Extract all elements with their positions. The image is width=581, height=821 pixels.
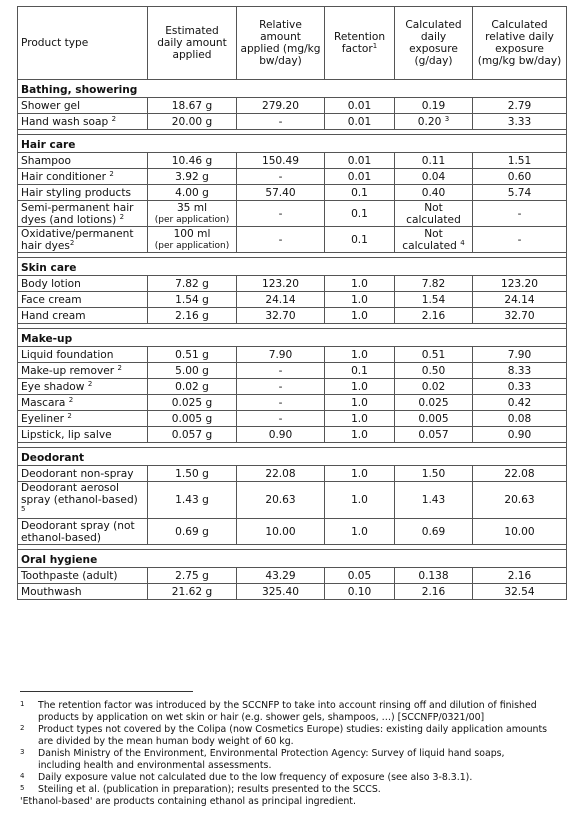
footnote-3	[20, 748, 550, 772]
product-name: Eyeliner	[21, 412, 64, 425]
cell-daily: 2.16	[395, 308, 473, 324]
cell-product: Liquid foundation	[18, 347, 148, 363]
table-row	[18, 114, 567, 130]
table-row	[18, 169, 567, 185]
cell-rel-daily: 8.33	[473, 363, 567, 379]
cell-daily: 2.16	[395, 584, 473, 600]
cell-product	[18, 114, 148, 130]
cell-daily	[395, 114, 473, 130]
cell-rel-daily: 2.16	[473, 568, 567, 584]
cell-retention: 1.0	[325, 482, 395, 519]
section-title: Bathing, showering	[18, 80, 567, 98]
cell-relative: 43.29	[237, 568, 325, 584]
footnote-number: 3	[20, 748, 25, 756]
cell-rel-daily: 7.90	[473, 347, 567, 363]
cell-product	[18, 395, 148, 411]
cell-relative: 123.20	[237, 276, 325, 292]
cell-daily: 0.51	[395, 347, 473, 363]
cell-daily: 0.02	[395, 379, 473, 395]
table-row	[18, 308, 567, 324]
cell-product: Body lotion	[18, 276, 148, 292]
footnote-ref: 4	[460, 238, 465, 247]
cell-amount	[148, 227, 237, 253]
footnote-ref: 2	[111, 114, 117, 123]
cell-product	[18, 201, 148, 227]
product-name: Eye shadow	[21, 380, 85, 393]
cell-rel-daily: 0.08	[473, 411, 567, 427]
cell-relative: -	[237, 363, 325, 379]
cell-rel-daily: 0.90	[473, 427, 567, 443]
footnote-number: 2	[20, 724, 25, 732]
daily-value: 0.20	[417, 115, 442, 128]
table-row	[18, 427, 567, 443]
cell-rel-daily: 32.70	[473, 308, 567, 324]
cell-amount: 2.16 g	[148, 308, 237, 324]
cell-amount: 3.92 g	[148, 169, 237, 185]
table-row	[18, 395, 567, 411]
cell-daily	[395, 227, 473, 253]
cell-retention: 1.0	[325, 379, 395, 395]
footnote-ref: 3	[444, 114, 450, 123]
cell-product	[18, 379, 148, 395]
cell-product: Deodorant spray (not ethanol-based)	[18, 519, 148, 545]
cell-amount: 2.75 g	[148, 568, 237, 584]
cell-retention: 1.0	[325, 466, 395, 482]
cell-retention: 0.01	[325, 98, 395, 114]
footnote-ref: 2	[117, 363, 122, 372]
footnote-ref: 2	[119, 212, 125, 221]
cell-retention: 0.1	[325, 227, 395, 253]
cell-rel-daily: 22.08	[473, 466, 567, 482]
footnote-4	[20, 772, 550, 784]
cell-retention: 0.01	[325, 153, 395, 169]
cell-rel-daily: 1.51	[473, 153, 567, 169]
footnote-ref: 2	[67, 411, 72, 420]
cell-product: Mouthwash	[18, 584, 148, 600]
cell-daily: Not calculated	[395, 201, 473, 227]
cell-daily: 0.04	[395, 169, 473, 185]
cell-amount: 1.50 g	[148, 466, 237, 482]
table-row	[18, 379, 567, 395]
cell-relative: -	[237, 395, 325, 411]
cell-rel-daily: 32.54	[473, 584, 567, 600]
cell-retention: 1.0	[325, 347, 395, 363]
cell-rel-daily: -	[473, 227, 567, 253]
section-title: Deodorant	[18, 448, 567, 466]
cell-amount: 1.54 g	[148, 292, 237, 308]
cell-daily: 0.50	[395, 363, 473, 379]
header-retention-label: Retention factor	[333, 31, 386, 55]
cell-product: Shower gel	[18, 98, 148, 114]
cell-relative: 57.40	[237, 185, 325, 201]
product-name: Hair conditioner	[21, 170, 106, 183]
cell-product: Lipstick, lip salve	[18, 427, 148, 443]
cell-product	[18, 169, 148, 185]
cell-retention: 1.0	[325, 519, 395, 545]
footnote-ref: 2	[69, 238, 75, 247]
cell-product	[18, 411, 148, 427]
table-row	[18, 153, 567, 169]
cell-product: Shampoo	[18, 153, 148, 169]
section-row	[18, 135, 567, 153]
cell-rel-daily: 20.63	[473, 482, 567, 519]
footnote-text: Product types not covered by the Colipa (now Cosmetics Europe) studies: existing daily application amounts are divided by the mean human body weight of 60 kg.	[38, 724, 548, 747]
footnote-2	[20, 724, 550, 748]
table-row	[18, 227, 567, 253]
cell-daily: 0.025	[395, 395, 473, 411]
cell-retention: 1.0	[325, 292, 395, 308]
footnote-5-continued: 'Ethanol-based' are products containing ethanol as principal ingredient.	[20, 796, 356, 807]
table-row	[18, 584, 567, 600]
table-row	[18, 292, 567, 308]
cell-rel-daily: 24.14	[473, 292, 567, 308]
footnote-ref: 2	[87, 379, 93, 388]
amount-value: 35 ml	[176, 201, 208, 214]
table-row	[18, 519, 567, 545]
section-title: Skin care	[18, 258, 567, 276]
cell-relative: 22.08	[237, 466, 325, 482]
cell-amount: 18.67 g	[148, 98, 237, 114]
cell-product: Hair styling products	[18, 185, 148, 201]
cell-amount: 5.00 g	[148, 363, 237, 379]
footnote-1	[20, 700, 550, 724]
cell-daily: 0.005	[395, 411, 473, 427]
cell-daily: 0.69	[395, 519, 473, 545]
cell-amount: 0.005 g	[148, 411, 237, 427]
cell-amount: 10.46 g	[148, 153, 237, 169]
footnote-text: Daily exposure value not calculated due to the low frequency of exposure (see also 3-8.3.1).	[38, 772, 473, 783]
cell-rel-daily: 5.74	[473, 185, 567, 201]
footnote-ref: 5	[21, 505, 26, 513]
cell-amount: 7.82 g	[148, 276, 237, 292]
cell-relative: 279.20	[237, 98, 325, 114]
cell-rel-daily: -	[473, 201, 567, 227]
cell-rel-daily: 3.33	[473, 114, 567, 130]
table-row	[18, 568, 567, 584]
amount-note: (per application)	[154, 240, 230, 251]
cell-retention: 0.05	[325, 568, 395, 584]
table-row	[18, 347, 567, 363]
cell-daily: 1.43	[395, 482, 473, 519]
cell-relative: 24.14	[237, 292, 325, 308]
header-relative-amount: Relative amount applied (mg/kg bw/day)	[237, 7, 325, 80]
cell-retention: 0.1	[325, 201, 395, 227]
cell-product: Toothpaste (adult)	[18, 568, 148, 584]
cell-retention: 1.0	[325, 411, 395, 427]
footnote-number: 1	[20, 700, 25, 708]
table-row	[18, 482, 567, 519]
cell-amount: 4.00 g	[148, 185, 237, 201]
cell-relative: 10.00	[237, 519, 325, 545]
cell-daily: 1.54	[395, 292, 473, 308]
cell-product	[18, 227, 148, 253]
cell-daily: 0.057	[395, 427, 473, 443]
table-row	[18, 411, 567, 427]
cell-daily: 0.40	[395, 185, 473, 201]
cell-daily: 7.82	[395, 276, 473, 292]
exposure-table	[17, 6, 567, 600]
footnote-text: Steiling et al. (publication in preparation); results presented to the SCCS.	[38, 784, 381, 795]
footnote-number: 5	[20, 784, 25, 792]
cell-relative: -	[237, 201, 325, 227]
cell-retention: 0.1	[325, 185, 395, 201]
header-product-type: Product type	[18, 7, 148, 80]
header-calculated-daily: Calculated daily exposure (g/day)	[395, 7, 473, 80]
cell-retention: 1.0	[325, 276, 395, 292]
cell-relative: 325.40	[237, 584, 325, 600]
cell-relative: -	[237, 114, 325, 130]
product-name: Semi-permanent hair dyes (and lotions)	[21, 201, 134, 226]
cell-product: Hand cream	[18, 308, 148, 324]
cell-product: Face cream	[18, 292, 148, 308]
cell-retention: 0.01	[325, 114, 395, 130]
cell-rel-daily: 0.60	[473, 169, 567, 185]
cell-relative: 20.63	[237, 482, 325, 519]
cell-product	[18, 482, 148, 519]
table-row	[18, 466, 567, 482]
daily-value: Not calculated	[402, 227, 457, 252]
cell-amount: 20.00 g	[148, 114, 237, 130]
cell-amount: 0.69 g	[148, 519, 237, 545]
product-name: Deodorant aerosol spray (ethanol-based)	[21, 482, 138, 506]
section-row	[18, 329, 567, 347]
footnote-divider	[20, 691, 193, 692]
table-row	[18, 98, 567, 114]
cell-product	[18, 363, 148, 379]
table-row	[18, 276, 567, 292]
cell-relative: -	[237, 379, 325, 395]
footnote-text: The retention factor was introduced by the SCCNFP to take into account rinsing off and dilution of finished products by application on wet skin or hair (e.g. shower gels, shampoos, …) [SCCNFP/0321/00]	[38, 700, 537, 723]
amount-value: 100 ml	[173, 227, 211, 240]
cell-rel-daily: 0.33	[473, 379, 567, 395]
table-row	[18, 185, 567, 201]
cell-relative: 32.70	[237, 308, 325, 324]
cell-amount: 21.62 g	[148, 584, 237, 600]
header-retention-factor	[325, 7, 395, 80]
cell-amount: 0.02 g	[148, 379, 237, 395]
cell-retention: 1.0	[325, 395, 395, 411]
cell-relative: -	[237, 227, 325, 253]
table-header-row	[18, 7, 567, 80]
cell-amount: 0.025 g	[148, 395, 237, 411]
cell-retention: 0.10	[325, 584, 395, 600]
cell-retention: 0.1	[325, 363, 395, 379]
footnote-number: 4	[20, 772, 25, 780]
product-name: Make-up remover	[21, 364, 115, 377]
section-row	[18, 448, 567, 466]
cell-amount: 0.057 g	[148, 427, 237, 443]
cell-retention: 1.0	[325, 308, 395, 324]
section-row	[18, 80, 567, 98]
cell-amount	[148, 201, 237, 227]
footnote-text: Danish Ministry of the Environment, Environmental Protection Agency: Survey of liquid hand soaps, including health and environmental assessments.	[38, 748, 505, 771]
cell-amount: 0.51 g	[148, 347, 237, 363]
footnote-ref: 2	[109, 169, 114, 178]
section-title: Oral hygiene	[18, 550, 567, 568]
cell-rel-daily: 123.20	[473, 276, 567, 292]
cell-product: Deodorant non-spray	[18, 466, 148, 482]
section-title: Hair care	[18, 135, 567, 153]
header-calculated-relative: Calculated relative daily exposure (mg/kg bw/day)	[473, 7, 567, 80]
header-estimated-daily: Estimated daily amount applied	[148, 7, 237, 80]
cell-rel-daily: 2.79	[473, 98, 567, 114]
cell-daily: 0.11	[395, 153, 473, 169]
cell-daily: 1.50	[395, 466, 473, 482]
product-name: Mascara	[21, 396, 66, 409]
cell-relative: -	[237, 169, 325, 185]
product-name: Hand wash soap	[21, 115, 109, 128]
cell-retention: 1.0	[325, 427, 395, 443]
cell-relative: -	[237, 411, 325, 427]
cell-daily: 0.138	[395, 568, 473, 584]
footnote-ref: 2	[68, 395, 74, 404]
cell-daily: 0.19	[395, 98, 473, 114]
cell-relative: 7.90	[237, 347, 325, 363]
footnotes	[20, 700, 550, 808]
product-name: Oxidative/permanent hair dyes	[21, 227, 134, 252]
cell-rel-daily: 10.00	[473, 519, 567, 545]
cell-relative: 0.90	[237, 427, 325, 443]
amount-note: (per application)	[154, 214, 230, 225]
section-row	[18, 550, 567, 568]
section-title: Make-up	[18, 329, 567, 347]
cell-retention: 0.01	[325, 169, 395, 185]
table-row	[18, 201, 567, 227]
cell-amount: 1.43 g	[148, 482, 237, 519]
cell-rel-daily: 0.42	[473, 395, 567, 411]
table-row	[18, 363, 567, 379]
cell-relative: 150.49	[237, 153, 325, 169]
section-row	[18, 258, 567, 276]
header-retention-sup: 1	[372, 42, 378, 50]
footnote-5	[20, 784, 550, 796]
